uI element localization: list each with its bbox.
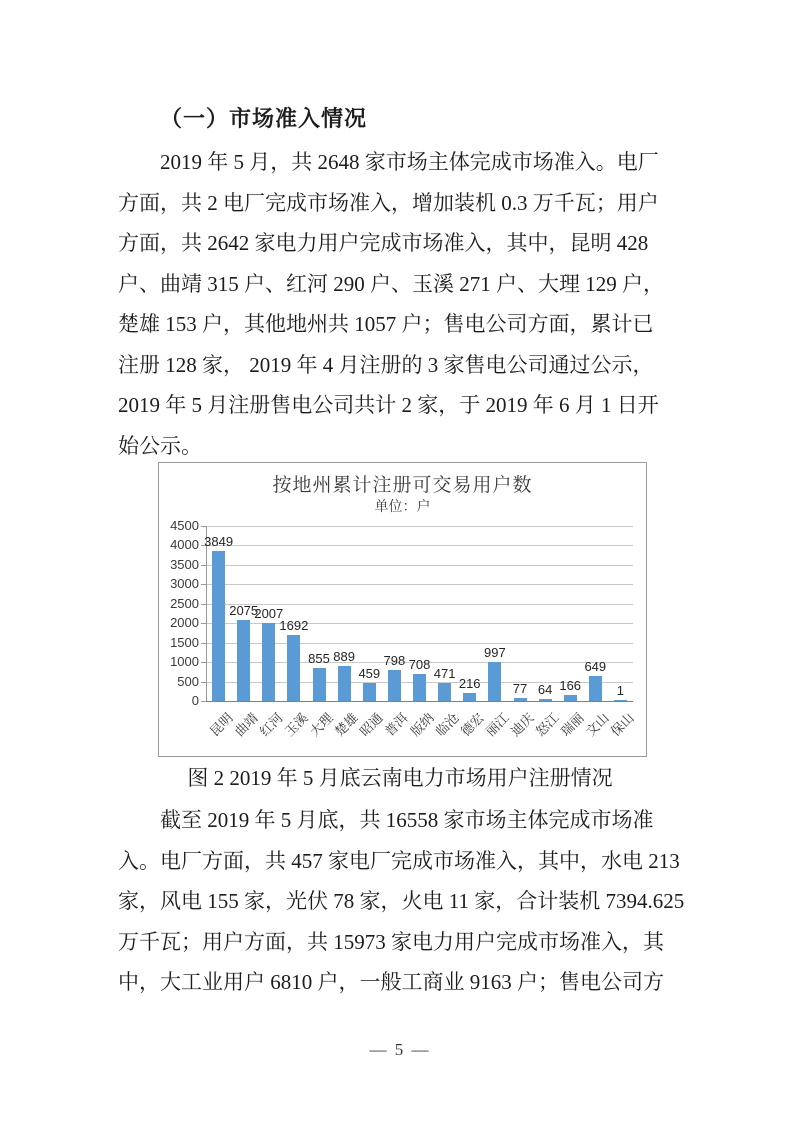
bar (488, 662, 501, 701)
paragraph-line: 中，大工业用户 6810 户，一般工商业 9163 户；售电公司方 (118, 970, 664, 994)
paragraph-line: 入。电厂方面，共 457 家电厂完成市场准入，其中，水电 213 (118, 848, 680, 873)
bar-value-label: 216 (458, 675, 481, 691)
x-tick-label: 德宏 (457, 710, 487, 740)
bar-value-label: 889 (333, 649, 355, 665)
bar (313, 668, 326, 701)
paragraph-market-admission-may (118, 142, 690, 466)
paragraph-line: 注册 128 家， 2019 年 4 月注册的 3 家售电公司通过公示， (118, 352, 654, 377)
gridline (206, 545, 633, 546)
x-tick-label: 保山 (608, 710, 638, 740)
bar-value-label: 2007 (254, 605, 284, 621)
bar-value-label: 64 (537, 681, 553, 697)
y-tick-label: 0 (191, 693, 199, 708)
paragraph-line: 户、曲靖 315 户、红河 290 户、玉溪 271 户、大理 129 户， (118, 271, 664, 296)
bar (237, 620, 250, 701)
bar-value-label: 166 (559, 677, 582, 693)
x-tick-label: 普洱 (382, 710, 412, 740)
y-tick-label: 3000 (170, 576, 199, 592)
paragraph-line: 2019 年 5 月，共 2648 家市场主体完成市场准入。电厂 (160, 150, 659, 174)
x-tick-label: 临沧 (432, 710, 462, 740)
paragraph-line: 截至 2019 年 5 月底，共 16558 家市场主体完成市场准 (160, 808, 654, 832)
chart-title: 按地州累计注册可交易用户数 (272, 475, 533, 496)
y-tick-label: 2500 (170, 595, 199, 611)
x-tick-label: 昭通 (357, 710, 387, 740)
paragraph-line: 2019 年 5 月注册售电公司共计 2 家，于 2019 年 6 月 1 日开 (118, 393, 659, 417)
page-number: — 5 — (369, 1040, 431, 1059)
gridline (206, 584, 633, 585)
paragraph-line: 家，风电 155 家，光伏 78 家，火电 11 家，合计装机 7394.625 (118, 889, 685, 913)
y-tick-label: 1500 (170, 634, 199, 650)
y-axis-tickmark (201, 701, 206, 702)
bar (262, 623, 275, 701)
gridline (206, 604, 633, 605)
bar-value-label: 77 (512, 681, 528, 696)
bar-value-label: 1692 (279, 618, 309, 634)
y-tick-label: 500 (177, 673, 199, 689)
bar (539, 699, 552, 702)
bar (388, 670, 401, 701)
x-tick-label: 怒江 (532, 710, 562, 740)
bar-chart-registered-users-by-prefecture (158, 462, 647, 757)
x-tick-label: 昆明 (206, 710, 236, 740)
bar-value-label: 459 (358, 666, 381, 682)
paragraph-market-admission-cumulative (118, 800, 690, 1003)
bar (438, 683, 451, 701)
bar (363, 683, 376, 701)
gridline (206, 565, 633, 566)
bar-value-label: 471 (433, 665, 456, 681)
figure-caption: 图 2 2019 年 5 月底云南电力市场用户注册情况 (187, 766, 613, 790)
y-axis-line (206, 526, 207, 701)
bar-value-label: 997 (484, 645, 506, 661)
x-tick-label: 版纳 (407, 710, 437, 740)
paragraph-line: 始公示。 (118, 433, 202, 458)
bar (463, 693, 476, 701)
section-heading: （一）市场准入情况 (160, 106, 368, 131)
bar (212, 551, 225, 701)
paragraph-line: 方面，共 2642 家电力用户完成市场准入，其中，昆明 428 (118, 231, 649, 255)
x-tick-label: 文山 (583, 710, 613, 740)
bar (614, 700, 627, 701)
bar-value-label: 2075 (229, 603, 259, 619)
paragraph-line: 万千瓦；用户方面，共 15973 家电力用户完成市场准入，其 (118, 929, 664, 954)
y-tick-label: 4000 (170, 537, 199, 553)
x-tick-label: 红河 (256, 710, 286, 740)
x-tick-label: 楚雄 (331, 710, 361, 740)
bar-value-label: 708 (408, 656, 431, 672)
chart-unit-label: 单位：户 (374, 498, 431, 514)
bar-value-label: 3849 (204, 534, 234, 550)
bar-value-label: 1 (616, 683, 625, 698)
bar (413, 674, 426, 702)
y-tick-label: 4500 (170, 518, 199, 533)
bar (589, 676, 602, 701)
paragraph-line: 方面，共 2 电厂完成市场准入，增加装机 0.3 万千瓦；用户 (118, 190, 659, 215)
x-tick-label: 大理 (306, 710, 336, 740)
x-tick-label: 丽江 (482, 710, 512, 740)
bar (564, 695, 577, 702)
bar (514, 698, 527, 701)
paragraph-line: 楚雄 153 户，其他地州共 1057 户；售电公司方面，累计已 (118, 312, 654, 336)
bar (287, 635, 300, 701)
bar-value-label: 649 (584, 658, 607, 674)
gridline (206, 701, 633, 702)
bar (338, 666, 351, 701)
x-tick-label: 玉溪 (281, 710, 311, 740)
y-tick-label: 2000 (170, 615, 199, 631)
bar-value-label: 798 (383, 653, 406, 668)
y-tick-label: 1000 (170, 654, 199, 670)
x-tick-label: 瑞丽 (557, 710, 587, 740)
gridline (206, 526, 633, 527)
x-tick-label: 曲靖 (231, 710, 261, 740)
y-tick-label: 3500 (170, 556, 199, 572)
x-tick-label: 迪庆 (507, 710, 537, 740)
bar-value-label: 855 (308, 650, 330, 666)
